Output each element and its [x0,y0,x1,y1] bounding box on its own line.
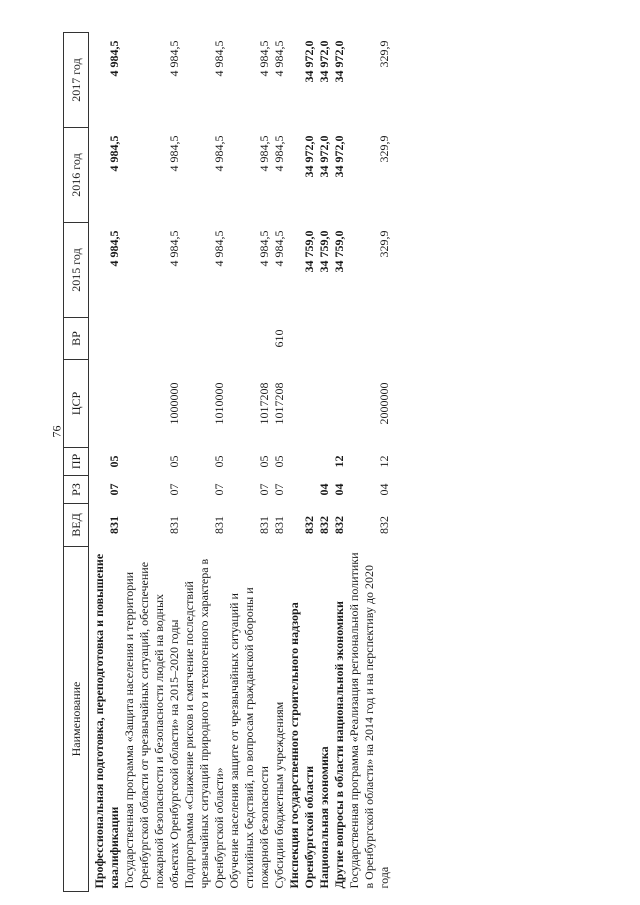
table-row [317,33,332,892]
row-name-cell: Государственная программа «Защита населения и территории Оренбургской области от чрезвычайных ситуаций, обеспечение пожарной безопасности и безопасности людей на водных объектах Оренбургской области» на 2015–2020 годы [122,561,181,889]
row-pr-cell: 05 [272,455,286,468]
row-ved-cell: 831 [167,516,181,534]
page-number: 76 [49,425,64,438]
row-pr-cell: 05 [257,455,271,468]
row-vr-cell [347,318,392,360]
row-name-cell: Инспекция государственного строительного надзора Оренбургской области [287,602,316,889]
row-2017-cell: 34 972,0 [302,40,316,83]
row-pr-cell: 05 [167,455,181,468]
row-2015-cell: 329,9 [377,230,391,258]
table-row [332,33,347,892]
table-row [287,33,317,892]
row-2016-cell: 4 984,5 [272,135,286,172]
row-csr-cell [287,360,317,448]
row-ved-cell: 831 [272,516,286,534]
row-name-cell: Другие вопросы в области национальной экономики [332,601,346,889]
col-header-name: Наименование [64,547,89,892]
row-rz-cell: 04 [377,483,391,496]
row-2017-cell: 4 984,5 [107,40,121,77]
row-vr-cell [227,318,272,360]
row-2017-cell: 4 984,5 [272,40,286,77]
row-2017-cell: 4 984,5 [167,40,181,77]
table-row [272,33,287,892]
row-ved-cell: 832 [377,516,391,534]
col-header-2017: 2017 год [64,33,89,128]
row-vr-cell [122,318,182,360]
col-header-vr: ВР [64,318,89,360]
row-csr-cell [317,360,332,448]
table-header-row [64,33,89,892]
row-2017-cell: 34 972,0 [317,40,331,83]
row-2015-cell: 34 759,0 [317,230,331,273]
row-vr-cell [287,318,317,360]
row-csr-cell: 2000000 [377,382,391,425]
row-name-cell: Государственная программа «Реализация региональной политики в Оренбургской области» на 2014 год и на перспективу до 2020 года [347,552,391,889]
row-rz-cell: 07 [272,483,286,496]
row-ved-cell: 832 [332,516,346,534]
table-row [182,33,227,892]
row-ved-cell: 831 [257,516,271,534]
row-2015-cell: 4 984,5 [212,230,226,267]
row-vr-cell [332,318,347,360]
row-pr-cell: 12 [377,455,391,468]
table-row [347,33,392,892]
row-2017-cell: 34 972,0 [332,40,346,83]
budget-table-sheet [63,32,605,892]
row-name-cell: Национальная экономика [317,746,331,889]
row-csr-cell: 1010000 [212,382,226,425]
col-header-pr: ПР [64,448,89,476]
row-2016-cell: 4 984,5 [107,135,121,172]
row-2015-cell: 34 759,0 [332,230,346,273]
row-2016-cell: 34 972,0 [332,135,346,178]
row-name-cell: Подпрограмма «Снижение рисков и смягчение последствий чрезвычайных ситуаций природного и техногенного характера в Оренбургской области» [182,558,226,889]
row-2015-cell: 4 984,5 [167,230,181,267]
row-rz-cell: 07 [257,483,271,496]
row-csr-cell [332,360,347,448]
row-rz-cell: 04 [317,483,331,496]
row-2015-cell: 4 984,5 [107,230,121,267]
row-pr-cell: 05 [212,455,226,468]
row-name-cell: Субсидии бюджетным учреждениям [272,701,286,889]
col-header-csr: ЦСР [64,360,89,448]
row-vr-cell [89,318,123,360]
col-header-2015: 2015 год [64,223,89,318]
table-body [89,33,393,892]
row-ved-cell: 832 [317,516,331,534]
row-vr-cell [182,318,227,360]
row-2016-cell: 4 984,5 [212,135,226,172]
row-2016-cell: 329,9 [377,135,391,163]
row-2016-cell: 4 984,5 [257,135,271,172]
row-rz-cell: 07 [107,483,121,496]
row-pr-cell: 12 [332,455,346,468]
col-header-rz: РЗ [64,476,89,504]
row-2015-cell: 4 984,5 [272,230,286,267]
row-ved-cell: 832 [302,516,316,534]
row-name-cell: Обучение населения защите от чрезвычайных ситуаций и стихийных бедствий, по вопросам гражданской обороны и пожарной безопасности [227,587,271,889]
row-2015-cell: 34 759,0 [302,230,316,273]
row-rz-cell: 07 [212,483,226,496]
table-row [122,33,182,892]
row-ved-cell: 831 [212,516,226,534]
row-2015-cell: 4 984,5 [257,230,271,267]
row-ved-cell: 831 [107,516,121,534]
row-csr-cell: 1000000 [167,382,181,425]
row-rz-cell: 04 [332,483,346,496]
row-csr-cell: 1017208 [272,382,286,425]
row-csr-cell [89,360,123,448]
row-name-cell: Профессиональная подготовка, переподготовка и повышение квалификации [92,553,121,889]
col-header-2016: 2016 год [64,128,89,223]
row-2016-cell: 4 984,5 [167,135,181,172]
col-header-ved: ВЕД [64,504,89,547]
row-rz-cell: 07 [167,483,181,496]
row-csr-cell: 1017208 [257,382,271,425]
row-pr-cell [317,448,332,476]
row-2016-cell: 34 972,0 [302,135,316,178]
row-vr-cell [317,318,332,360]
row-2017-cell: 4 984,5 [212,40,226,77]
budget-table [63,32,392,892]
row-2017-cell: 4 984,5 [257,40,271,77]
table-row [227,33,272,892]
row-pr-cell [287,448,317,476]
row-rz-cell [287,476,317,504]
row-2017-cell: 329,9 [377,40,391,68]
row-2016-cell: 34 972,0 [317,135,331,178]
row-pr-cell: 05 [107,455,121,468]
row-vr-cell: 610 [272,329,286,348]
table-row [89,33,123,892]
